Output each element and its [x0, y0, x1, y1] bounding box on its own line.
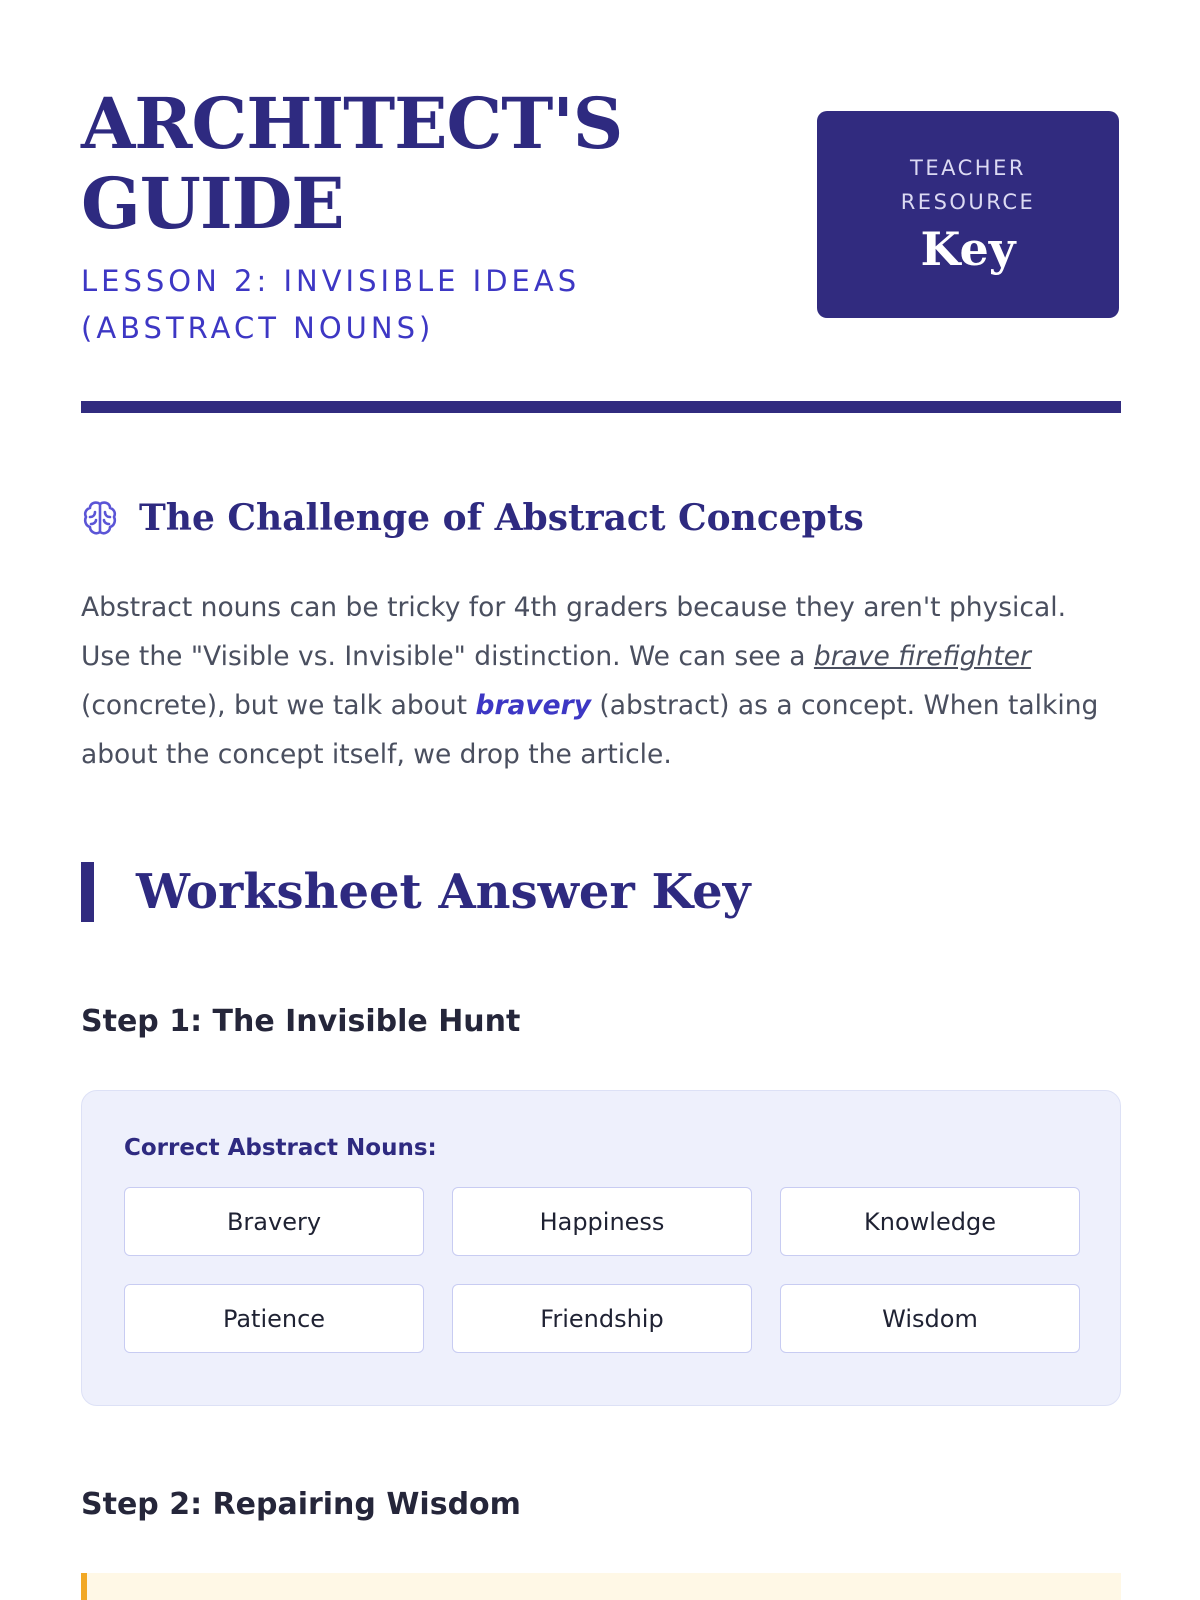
lesson-subtitle: LESSON 2: INVISIBLE IDEAS (ABSTRACT NOUNS)	[81, 264, 581, 345]
step2-callout-box	[81, 1573, 1121, 1600]
answer-grid	[124, 1187, 1078, 1353]
intro-paragraph	[81, 583, 1121, 779]
answer-chip: Happiness	[452, 1187, 752, 1256]
teacher-resource-badge	[817, 111, 1119, 318]
worksheet-title: Worksheet Answer Key	[136, 864, 751, 920]
intro-section	[81, 497, 1121, 779]
intro-title: The Challenge of Abstract Concepts	[139, 497, 864, 539]
answer-chip: Friendship	[452, 1284, 752, 1353]
brain-icon	[81, 499, 119, 537]
step1-title: Step 1: The Invisible Hunt	[81, 1004, 521, 1039]
intro-text-part1: Abstract nouns can be tricky for 4th graders because they aren't physical. Use the "Visible vs. Invisible" distinction. We can see a	[81, 592, 1067, 672]
step1-answer-box	[81, 1090, 1121, 1406]
page-title: ARCHITECT'S GUIDE	[81, 82, 623, 245]
step2-title: Step 2: Repairing Wisdom	[81, 1487, 521, 1522]
answer-chip: Patience	[124, 1284, 424, 1353]
intro-text-part2: (concrete), but we talk about	[81, 690, 476, 721]
title-block	[81, 84, 731, 352]
badge-key-text: Key	[920, 222, 1016, 276]
worksheet-heading	[81, 862, 751, 922]
answer-chip: Knowledge	[780, 1187, 1080, 1256]
answer-chip: Bravery	[124, 1187, 424, 1256]
header-divider	[81, 401, 1121, 413]
concrete-example: brave firefighter	[813, 641, 1031, 672]
intro-text-part3: (abstract) as a concept. When talking about the concept itself, we drop the article.	[81, 690, 1099, 770]
header	[81, 0, 1119, 352]
heading-accent-bar	[81, 862, 94, 922]
intro-heading	[81, 497, 1121, 539]
answer-label: Correct Abstract Nouns:	[124, 1135, 437, 1161]
abstract-example: bravery	[475, 690, 591, 721]
badge-label: TEACHER RESOURCE	[900, 156, 1036, 214]
answer-chip: Wisdom	[780, 1284, 1080, 1353]
